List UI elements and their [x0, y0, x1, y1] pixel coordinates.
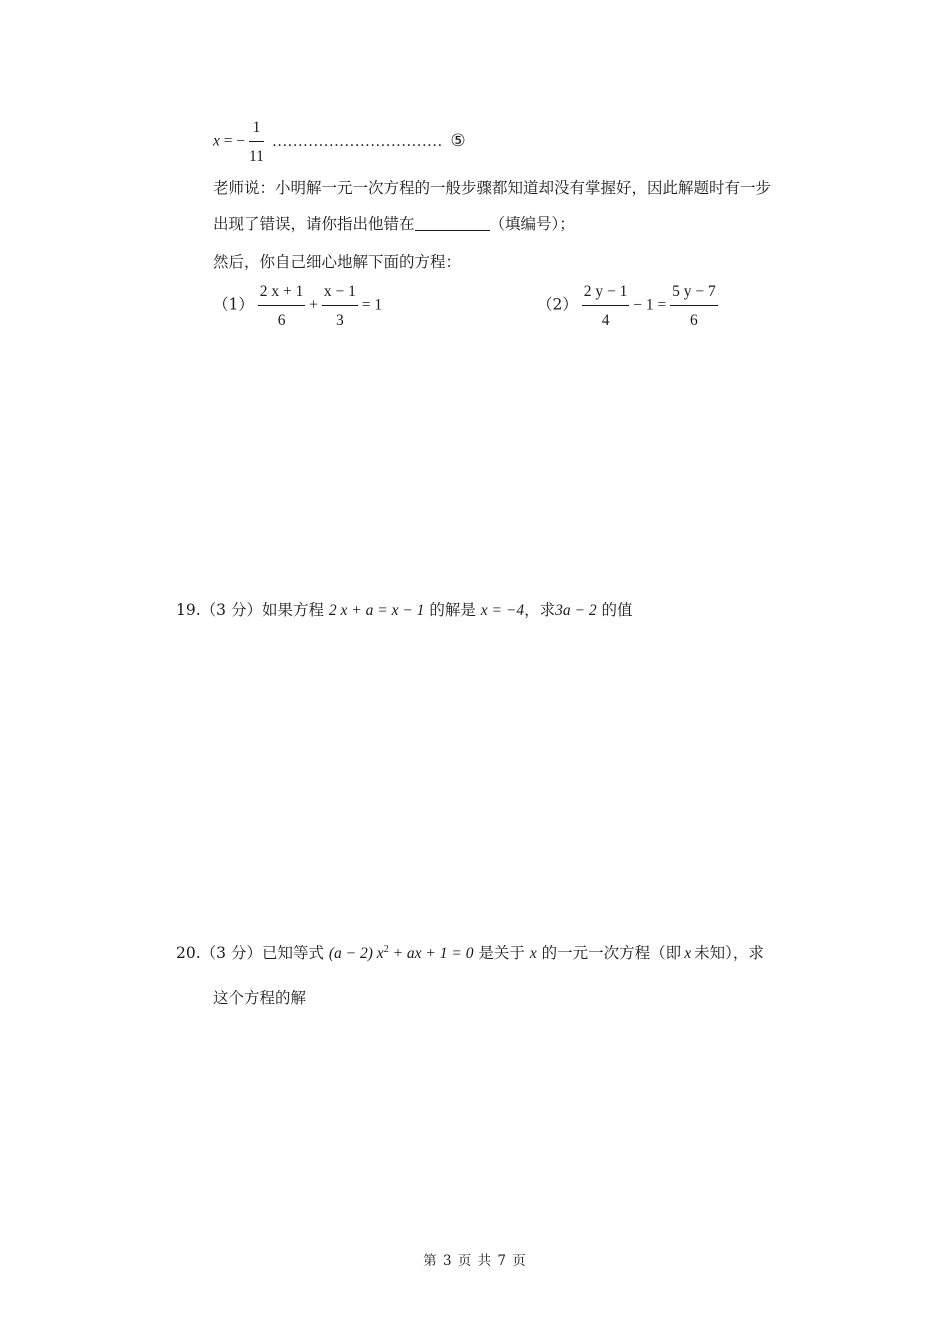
equation-1-rhs: = 1 [357, 296, 383, 314]
equation-1-fraction-2-numerator: x − 1 [322, 284, 358, 306]
question-20 [176, 941, 764, 963]
question-20-equation-part-2: + ax + 1 = 0 [388, 945, 474, 962]
equation-1-label: （1） [213, 295, 254, 314]
question-19-number: 19. [176, 601, 201, 619]
step-5-equation [213, 120, 466, 164]
question-20-variable-2: x [684, 945, 692, 962]
question-19-text-4: 的值 [601, 601, 633, 619]
equation-2-fraction-1-numerator: 2 y − 1 [582, 284, 630, 306]
teacher-comment-line-2-pre: 出现了错误，请你指出他错在 [213, 215, 415, 233]
equation-2 [537, 284, 718, 328]
equation-2-fraction-2 [670, 284, 718, 328]
step-5-eq: = − [219, 132, 246, 150]
teacher-comment-line-3: 然后，你自己细心地解下面的方程： [213, 253, 462, 271]
equation-2-middle: − 1 = [629, 296, 671, 314]
question-19-text-3: ，求 [524, 601, 556, 619]
question-20-text-2: 是关于 [478, 944, 525, 962]
equation-2-label: （2） [537, 295, 578, 314]
step-5-dots: …………………………… [271, 132, 443, 150]
equation-1-fraction-1 [258, 284, 306, 328]
question-20-line-2: 这个方程的解 [213, 989, 307, 1007]
equation-1-fraction-1-denominator: 6 [277, 311, 286, 329]
page-footer: 第 3 页 共 7 页 [423, 1253, 527, 1269]
question-19-equation: 2 x + a = x − 1 [328, 602, 425, 619]
question-20-text-3: 的一元一次方程（即 [541, 944, 682, 962]
equation-1 [213, 284, 382, 328]
equation-2-fraction-2-numerator: 5 y − 7 [670, 284, 718, 306]
question-20-number: 20. [176, 944, 201, 962]
equation-1-fraction-2 [322, 284, 358, 328]
question-20-variable: x [529, 945, 537, 962]
question-19 [176, 598, 633, 620]
equation-2-fraction-2-denominator: 6 [690, 311, 698, 329]
step-5-marker: ⑤ [450, 130, 466, 150]
step-5-numerator: 1 [249, 120, 264, 142]
question-19-text-2: 的解是 [429, 601, 476, 619]
question-20-text-4: 未知），求 [694, 944, 764, 962]
question-20-equation-part-1: (a − 2) x [328, 945, 384, 962]
question-20-exponent: 2 [383, 943, 389, 955]
question-20-equation [329, 945, 474, 962]
teacher-comment-line-1: 老师说：小明解一元一次方程的一般步骤都知道却没有掌握好，因此解题时有一步 [213, 179, 772, 197]
step-5-denominator: 11 [249, 147, 264, 165]
equation-1-fraction-2-denominator: 3 [336, 311, 344, 329]
question-19-text-1: （3 分）如果方程 [200, 601, 324, 619]
question-19-expression: 3a − 2 [555, 602, 597, 619]
question-20-text-1: （3 分）已知等式 [200, 944, 324, 962]
step-5-lhs: x [213, 132, 220, 150]
equation-1-fraction-1-numerator: 2 x + 1 [258, 284, 306, 306]
equation-2-fraction-1-denominator: 4 [601, 311, 610, 329]
answer-blank[interactable] [415, 216, 490, 231]
teacher-comment-line-2-post: （填编号）； [489, 215, 575, 233]
step-5-fraction [249, 120, 264, 164]
equation-2-fraction-1 [582, 284, 630, 328]
question-19-solution: x = −4 [480, 602, 525, 619]
teacher-comment-line-2 [213, 212, 575, 234]
equation-1-plus: + [305, 296, 322, 314]
